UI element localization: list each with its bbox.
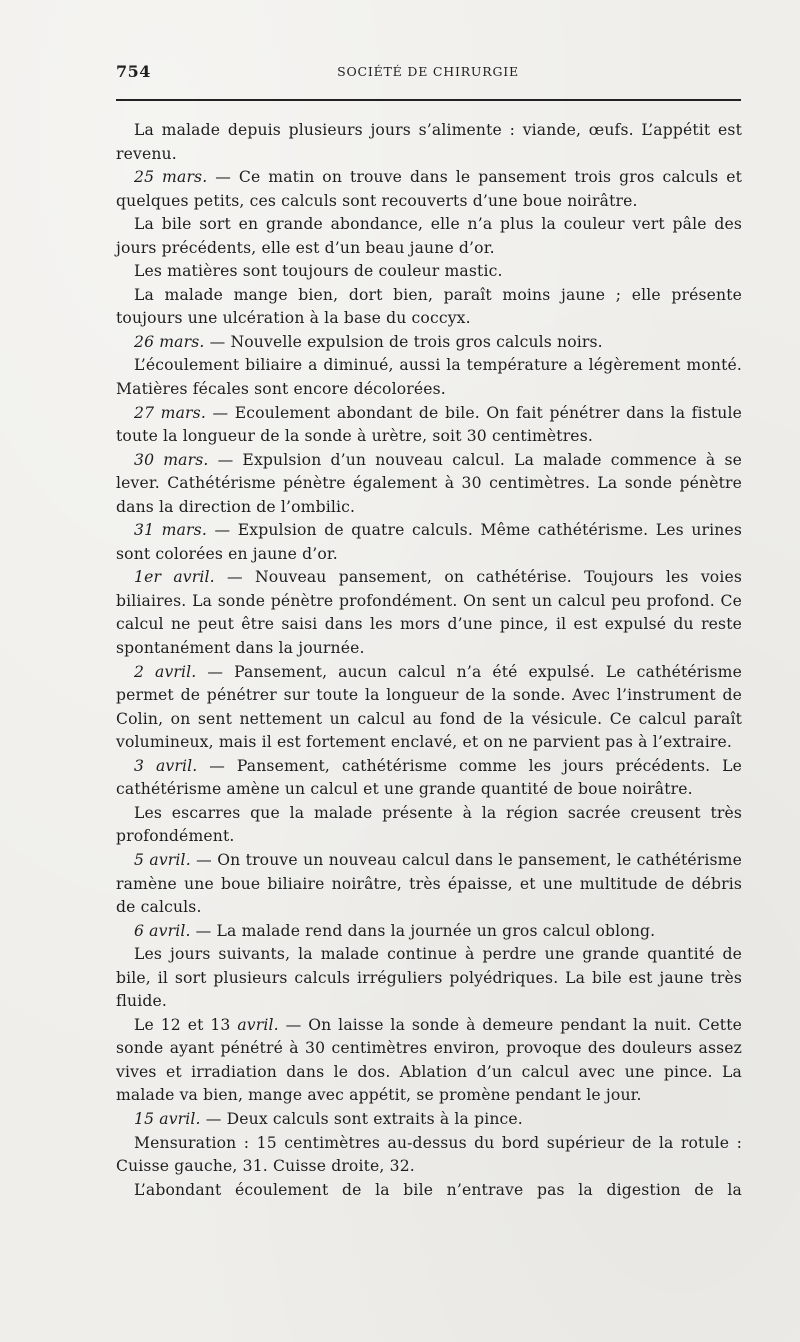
- entry-date: 31 mars.: [134, 521, 207, 540]
- paragraph: [116, 166, 742, 213]
- paragraph: [116, 661, 742, 755]
- entry-date: 1er avril.: [134, 568, 215, 587]
- entry-date: 30 mars.: [134, 450, 209, 469]
- paragraph: [116, 119, 742, 166]
- running-title: SOCIÉTÉ DE CHIRURGIE: [337, 64, 519, 79]
- entry-date: 15 avril.: [134, 1109, 201, 1128]
- paragraph: [116, 449, 742, 520]
- paragraph: [116, 260, 742, 284]
- header-rule: [116, 99, 741, 101]
- paragraph: [116, 354, 742, 401]
- entry-date: 5 avril.: [134, 850, 191, 869]
- paragraph-text: — On trouve un nouveau calcul dans le pansement, le cathétérisme ramène une boue biliaire noirâtre, très épaisse, et une multitude de débris de calculs.: [116, 850, 742, 917]
- paragraph: [116, 331, 742, 355]
- paragraph: [116, 402, 742, 449]
- entry-date: avril.: [237, 1015, 279, 1034]
- paragraph: [116, 1132, 742, 1179]
- paragraph-text: — Ecoulement abondant de bile. On fait pénétrer dans la fistule toute la longueur de la sonde à urètre, soit 30 centimètres.: [116, 403, 743, 446]
- paragraph: [116, 566, 742, 660]
- paragraph-text: — On laisse la sonde à demeure pendant la nuit. Cette sonde ayant pénétré à 30 centimètres environ, provoque des douleurs assez vives et irradiation dans le dos. Ablation d’un calcul avec une pince. La malade va bien, mange avec appétit, se promène pendant le jour.: [116, 1015, 742, 1105]
- paragraph-text: — Nouveau pansement, on cathétérise. Toujours les voies biliaires. La sonde pénètre profondément. On sent un calcul peu profond. Ce calcul ne peut être saisi dans les mors d’une pince, il est expulsé du reste spontanément dans la journée.: [116, 568, 742, 658]
- paragraph-text: — Nouvelle expulsion de trois gros calculs noirs.: [204, 332, 603, 351]
- entry-date: 2 avril.: [134, 662, 197, 681]
- paragraph-text: Mensuration : 15 centimètres au-dessus du bord supérieur de la rotule : Cuisse gauche, 31. Cuisse droite, 32.: [116, 1133, 742, 1176]
- paragraph: [116, 213, 742, 260]
- entry-date: 26 mars.: [134, 332, 205, 351]
- entry-date: 6 avril.: [134, 921, 191, 940]
- paragraph: [116, 943, 742, 1014]
- entry-date: 27 mars.: [134, 403, 206, 422]
- paragraph-text: L’abondant écoulement de la bile n’entrave pas la digestion de la: [134, 1180, 742, 1199]
- paragraph-text: — Pansement, aucun calcul n’a été expulsé. Le cathétérisme permet de pénétrer sur toute la longueur de la sonde. Avec l’instrument de Colin, on sent nettement un calcul au fond de la vésicule. Ce calcul paraît volumineux, mais il est fortement enclavé, et on ne parvient pas à l’extraire.: [116, 662, 742, 752]
- paragraph: [116, 1108, 742, 1132]
- paragraph-text: L’écoulement biliaire a diminué, aussi la température a légèrement monté. Matières fécales sont encore décolorées.: [116, 356, 742, 399]
- paragraph-text: — Pansement, cathétérisme comme les jours précédents. Le cathétérisme amène un calcul et une grande quantité de boue noirâtre.: [116, 756, 742, 799]
- paragraph: [116, 284, 742, 331]
- entry-date: 25 mars.: [134, 168, 208, 187]
- body-text: [116, 119, 742, 1202]
- paragraph-text: Les escarres que la malade présente à la région sacrée creusent très profondément.: [116, 803, 742, 846]
- paragraph-text: — Deux calculs sont extraits à la pince.: [200, 1109, 523, 1128]
- paragraph: [116, 1179, 742, 1203]
- paragraph-text: La bile sort en grande abondance, elle n’a plus la couleur vert pâle des jours précédents, elle est d’un beau jaune d’or.: [116, 215, 742, 257]
- entry-prefix: Le 12 et 13: [134, 1015, 238, 1034]
- paragraph-text: — Ce matin on trouve dans le pansement trois gros calculs et quelques petits, ces calculs sont recouverts d’une boue noirâtre.: [116, 168, 742, 210]
- paragraph: [116, 519, 742, 566]
- paragraph: [116, 1014, 742, 1108]
- paragraph-text: La malade depuis plusieurs jours s’alimente : viande, œufs. L’appétit est revenu.: [116, 121, 742, 163]
- paragraph-text: — Expulsion d’un nouveau calcul. La malade commence à se lever. Cathétérisme pénètre également à 30 centimètres. La sonde pénètre dans la direction de l’ombilic.: [116, 450, 743, 516]
- entry-date: 3 avril.: [134, 756, 198, 775]
- paragraph-text: — Expulsion de quatre calculs. Même cathétérisme. Les urines sont colorées en jaune d’or.: [116, 521, 742, 563]
- page-header: [116, 62, 740, 82]
- paragraph-text: La malade mange bien, dort bien, paraît moins jaune ; elle présente toujours une ulcération à la base du coccyx.: [116, 285, 742, 328]
- paragraph-text: — La malade rend dans la journée un gros calcul oblong.: [190, 921, 656, 940]
- paragraph-text: Les jours suivants, la malade continue à perdre une grande quantité de bile, il sort plusieurs calculs irréguliers polyédriques. La bile est jaune très fluide.: [116, 945, 742, 1011]
- page-number: 754: [116, 62, 151, 81]
- paragraph: [116, 755, 742, 802]
- paragraph-text: Les matières sont toujours de couleur mastic.: [134, 262, 503, 281]
- paragraph: [116, 849, 742, 920]
- paragraph: [116, 920, 742, 944]
- paragraph: [116, 802, 742, 849]
